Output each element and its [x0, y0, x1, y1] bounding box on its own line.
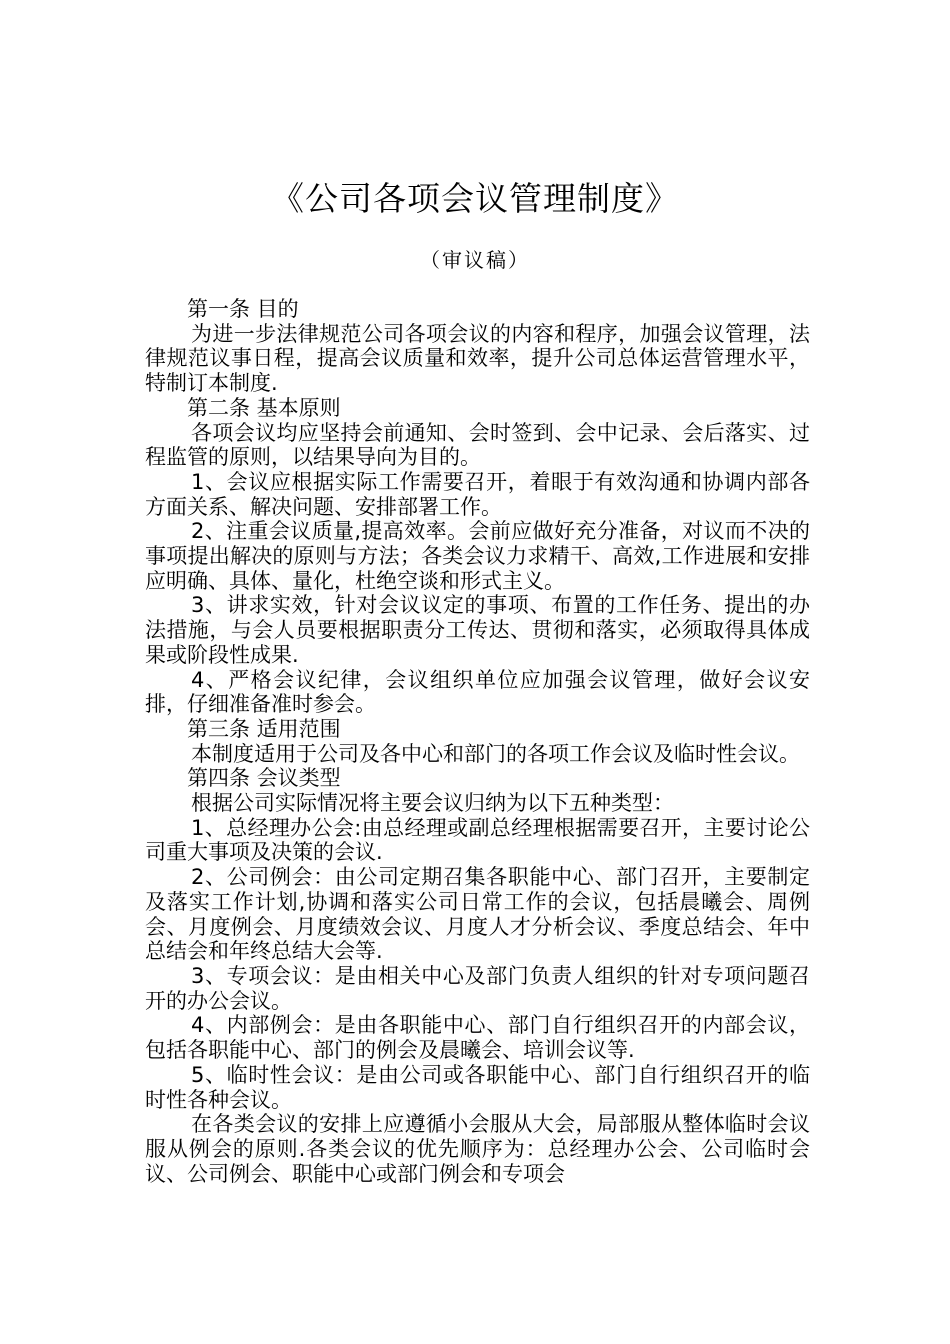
- paragraph: 1、会议应根据实际工作需要召开，着眼于有效沟通和协调内部各方面关系、解决问题、安排部署工作。: [145, 469, 810, 519]
- paragraph: 3、讲求实效，针对会议议定的事项、布置的工作任务、提出的办法措施，与会人员要根据职责分工传达、贯彻和落实，必须取得具体成果或阶段性成果.: [145, 593, 810, 667]
- paragraph: 1、总经理办公会:由总经理或副总经理根据需要召开，主要讨论公司重大事项及决策的会议.: [145, 815, 810, 865]
- paragraph: 为进一步法律规范公司各项会议的内容和程序，加强会议管理，法律规范议事日程，提高会议质量和效率，提升公司总体运营管理水平，特制订本制度.: [145, 321, 810, 396]
- paragraph: 4、内部例会：是由各职能中心、部门自行组织召开的内部会议，包括各职能中心、部门的例会及晨曦会、培训会议等.: [145, 1013, 810, 1063]
- section-heading: 第一条 目的: [187, 297, 299, 321]
- document-body: [145, 297, 810, 1186]
- section-heading: 第二条 基本原则: [187, 395, 341, 420]
- document-subtitle: （审议稿）: [420, 248, 530, 272]
- paragraph: 本制度适用于公司及各中心和部门的各项工作会议及临时性会议。: [191, 741, 800, 766]
- paragraph: 3、专项会议：是由相关中心及部门负责人组织的针对专项问题召开的办公会议。: [145, 963, 810, 1013]
- paragraph: 4、严格会议纪律，会议组织单位应加强会议管理，做好会议安排，仔细准备准时参会。: [145, 667, 810, 717]
- paragraph: 2、公司例会：由公司定期召集各职能中心、部门召开，主要制定及落实工作计划,协调和落实公司日常工作的会议，包括晨曦会、周例会、月度例会、月度绩效会议、月度人才分析会议、季度总结会、年中总结会和年终总结大会等.: [145, 865, 810, 964]
- paragraph: 2、注重会议质量,提高效率。会前应做好充分准备，对议而不决的事项提出解决的原则与方法；各类会议力求精干、高效,工作进展和安排应明确、具体、量化，杜绝空谈和形式主义。: [145, 519, 810, 593]
- paragraph: 根据公司实际情况将主要会议归纳为以下五种类型：: [191, 791, 674, 816]
- paragraph: 在各类会议的安排上应遵循小会服从大会，局部服从整体临时会议服从例会的原则.各类会议的优先顺序为：总经理办公会、公司临时会议、公司例会、职能中心或部门例会和专项会: [145, 1112, 810, 1186]
- paragraph: 5、临时性会议：是由公司或各职能中心、部门自行组织召开的临时性各种会议。: [145, 1062, 810, 1112]
- section-heading: 第四条 会议类型: [187, 766, 341, 791]
- document-title: 《公司各项会议管理制度》: [271, 179, 679, 218]
- section-heading: 第三条 适用范围: [187, 716, 341, 741]
- paragraph: 各项会议均应坚持会前通知、会时签到、会中记录、会后落实、过程监管的原则，以结果导向为目的。: [145, 420, 810, 470]
